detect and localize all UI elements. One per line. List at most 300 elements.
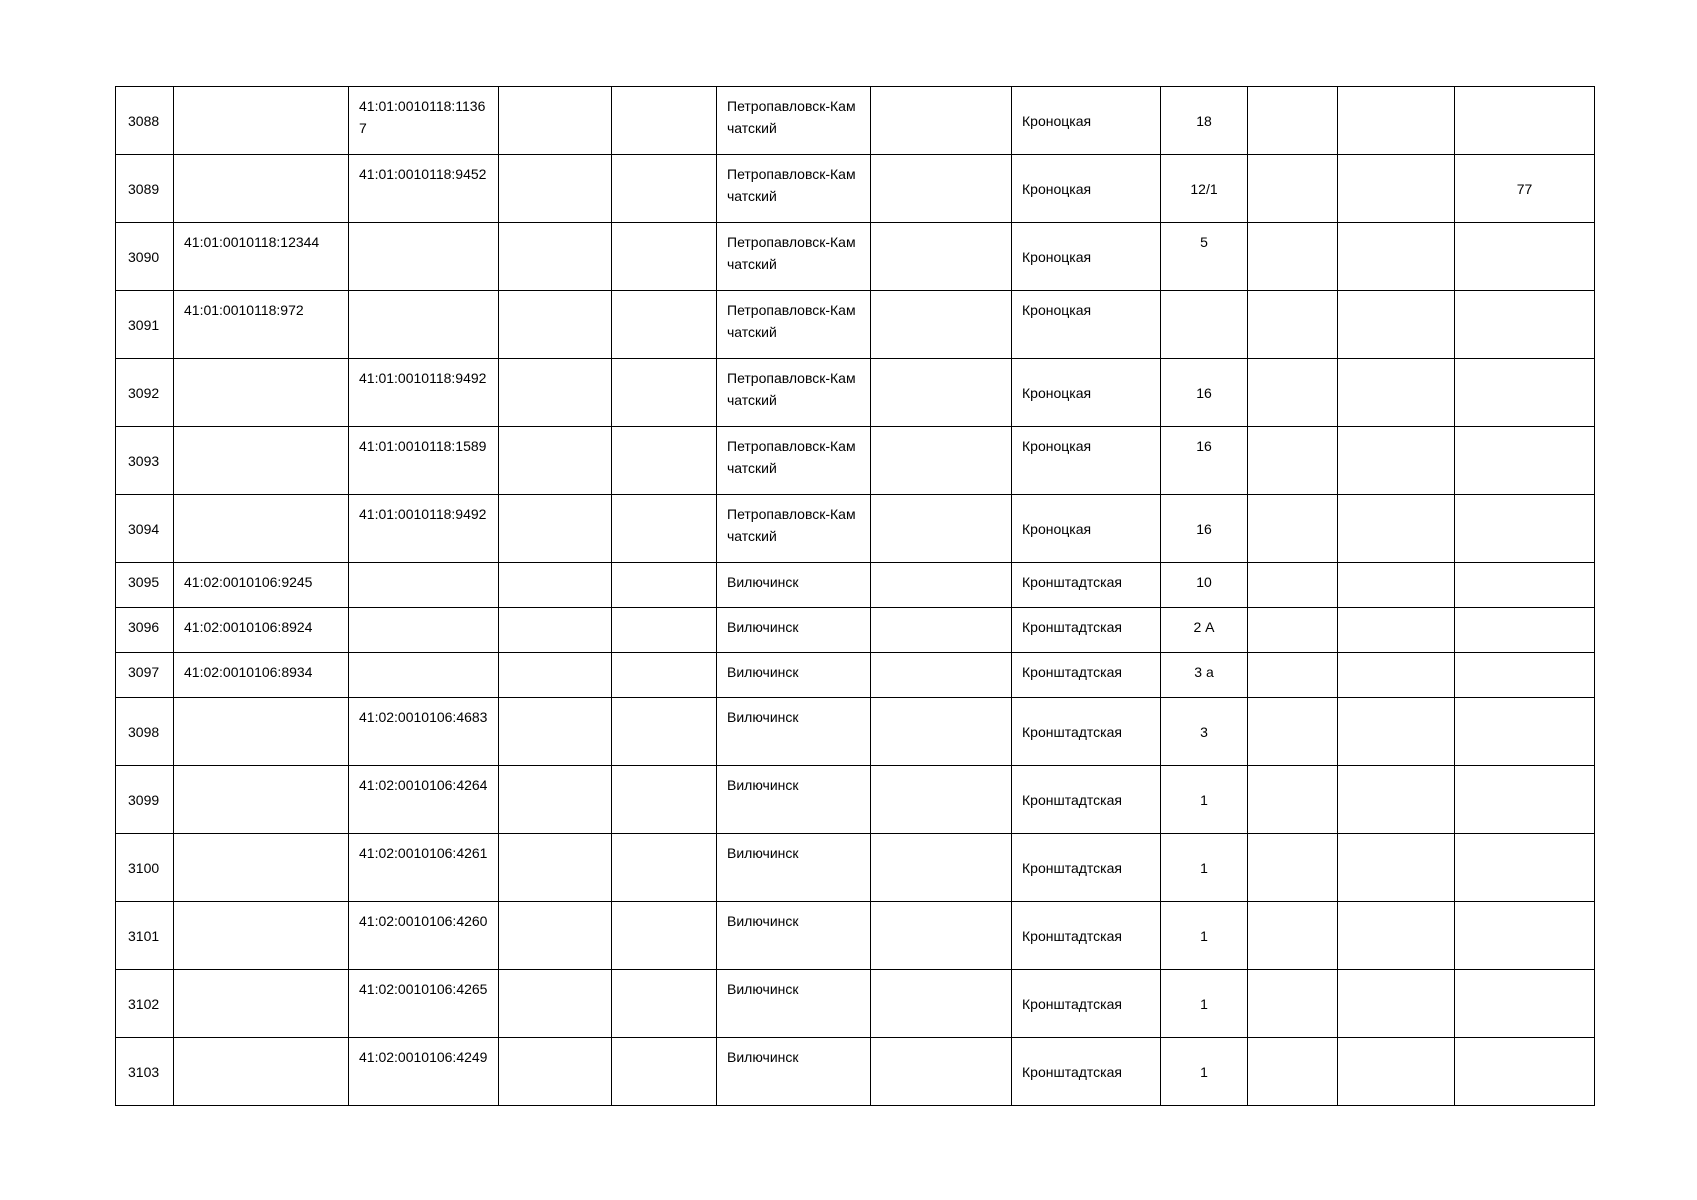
empty-cell bbox=[1338, 698, 1455, 766]
settlement-cell bbox=[717, 698, 871, 766]
empty-text bbox=[509, 223, 601, 231]
empty-text bbox=[622, 766, 706, 774]
empty-cell bbox=[612, 698, 717, 766]
object-cadastral-number-text bbox=[359, 653, 488, 661]
empty-text bbox=[1348, 291, 1444, 299]
empty-text bbox=[509, 698, 601, 706]
empty-text bbox=[509, 1038, 601, 1046]
empty-text bbox=[622, 291, 706, 299]
land-cadastral-number-text bbox=[184, 427, 338, 435]
settlement-cell bbox=[717, 970, 871, 1038]
row-number-cell bbox=[116, 87, 174, 155]
land-cadastral-number-text: 41:01:0010118:12344 bbox=[184, 234, 320, 250]
empty-cell bbox=[1248, 427, 1338, 495]
empty-text bbox=[509, 359, 601, 367]
settlement-cell bbox=[717, 608, 871, 653]
object-cadastral-number-cell bbox=[349, 1038, 499, 1106]
table-row bbox=[116, 834, 1595, 902]
object-cadastral-number-text: 41:01:0010118:1589 bbox=[359, 438, 487, 454]
empty-text bbox=[881, 834, 1001, 842]
empty-text bbox=[622, 608, 706, 616]
empty-cell bbox=[871, 427, 1012, 495]
empty-cell bbox=[1248, 359, 1338, 427]
empty-text bbox=[509, 291, 601, 299]
settlement-text: Петропавловск-Камчатский bbox=[727, 302, 856, 340]
land-cadastral-number-cell bbox=[174, 653, 349, 698]
empty-cell bbox=[612, 223, 717, 291]
empty-text bbox=[622, 427, 706, 435]
empty-cell bbox=[612, 1038, 717, 1106]
empty-cell bbox=[871, 834, 1012, 902]
object-cadastral-number-cell bbox=[349, 155, 499, 223]
house-number-cell bbox=[1161, 563, 1248, 608]
row-number-text: 3092 bbox=[128, 384, 160, 401]
extra-value-cell bbox=[1455, 495, 1595, 563]
object-cadastral-number-cell bbox=[349, 766, 499, 834]
settlement-cell bbox=[717, 766, 871, 834]
house-number-text: 1 bbox=[1200, 995, 1208, 1012]
empty-text bbox=[881, 970, 1001, 978]
empty-text bbox=[622, 563, 706, 571]
empty-text bbox=[1348, 834, 1444, 842]
extra-value-cell bbox=[1455, 970, 1595, 1038]
street-text: Кроноцкая bbox=[1022, 248, 1092, 265]
object-cadastral-number-text: 41:01:0010118:9452 bbox=[359, 166, 487, 182]
object-cadastral-number-text bbox=[359, 223, 488, 231]
row-number-cell bbox=[116, 223, 174, 291]
land-cadastral-number-cell bbox=[174, 87, 349, 155]
empty-cell bbox=[612, 155, 717, 223]
extra-value-cell bbox=[1455, 563, 1595, 608]
street-text: Кронштадтская bbox=[1022, 1063, 1122, 1080]
settlement-cell bbox=[717, 653, 871, 698]
land-cadastral-number-cell bbox=[174, 155, 349, 223]
extra-value-cell bbox=[1455, 698, 1595, 766]
extra-value-text bbox=[1465, 653, 1584, 661]
empty-text bbox=[509, 766, 601, 774]
table-row bbox=[116, 87, 1595, 155]
table-body bbox=[116, 87, 1595, 1106]
empty-text bbox=[1258, 608, 1327, 616]
empty-cell bbox=[871, 291, 1012, 359]
empty-cell bbox=[1248, 766, 1338, 834]
street-cell bbox=[1012, 902, 1161, 970]
empty-text bbox=[881, 698, 1001, 706]
house-number-cell bbox=[1161, 223, 1248, 291]
land-cadastral-number-text: 41:01:0010118:972 bbox=[184, 302, 304, 318]
object-cadastral-number-text: 41:01:0010118:11367 bbox=[359, 98, 486, 136]
table-row bbox=[116, 970, 1595, 1038]
table-row bbox=[116, 359, 1595, 427]
row-number-text: 3097 bbox=[128, 664, 160, 680]
street-cell bbox=[1012, 970, 1161, 1038]
row-number-cell bbox=[116, 1038, 174, 1106]
house-number-cell bbox=[1161, 359, 1248, 427]
land-cadastral-number-text bbox=[184, 359, 338, 367]
empty-cell bbox=[612, 766, 717, 834]
house-number-cell bbox=[1161, 155, 1248, 223]
house-number-cell bbox=[1161, 653, 1248, 698]
empty-cell bbox=[1248, 291, 1338, 359]
empty-cell bbox=[871, 970, 1012, 1038]
empty-text bbox=[1258, 902, 1327, 910]
empty-cell bbox=[612, 359, 717, 427]
empty-cell bbox=[499, 223, 612, 291]
empty-text bbox=[1258, 1038, 1327, 1046]
extra-value-cell bbox=[1455, 427, 1595, 495]
house-number-cell bbox=[1161, 427, 1248, 495]
street-text: Кроноцкая bbox=[1022, 112, 1092, 129]
empty-cell bbox=[871, 1038, 1012, 1106]
empty-text bbox=[1258, 155, 1327, 163]
empty-text bbox=[1348, 698, 1444, 706]
street-cell bbox=[1012, 427, 1161, 495]
empty-cell bbox=[499, 495, 612, 563]
empty-text bbox=[1258, 653, 1327, 661]
house-number-text: 5 bbox=[1200, 234, 1208, 250]
empty-cell bbox=[612, 87, 717, 155]
street-text: Кронштадтская bbox=[1022, 664, 1122, 680]
empty-cell bbox=[1248, 970, 1338, 1038]
extra-value-cell bbox=[1455, 291, 1595, 359]
empty-text bbox=[1348, 1038, 1444, 1046]
row-number-cell bbox=[116, 359, 174, 427]
row-number-cell bbox=[116, 766, 174, 834]
empty-text bbox=[881, 495, 1001, 503]
empty-cell bbox=[612, 291, 717, 359]
empty-cell bbox=[1338, 87, 1455, 155]
settlement-cell bbox=[717, 87, 871, 155]
row-number-text: 3103 bbox=[128, 1063, 160, 1080]
land-cadastral-number-cell bbox=[174, 291, 349, 359]
row-number-cell bbox=[116, 653, 174, 698]
empty-cell bbox=[1248, 902, 1338, 970]
empty-cell bbox=[1338, 766, 1455, 834]
settlement-text: Вилючинск bbox=[727, 709, 799, 725]
empty-cell bbox=[1338, 834, 1455, 902]
empty-cell bbox=[1248, 87, 1338, 155]
empty-text bbox=[509, 902, 601, 910]
row-number-text: 3098 bbox=[128, 723, 160, 740]
extra-value-cell bbox=[1455, 608, 1595, 653]
empty-cell bbox=[612, 427, 717, 495]
empty-text bbox=[622, 834, 706, 842]
empty-text bbox=[1258, 563, 1327, 571]
street-text: Кроноцкая bbox=[1022, 302, 1092, 318]
empty-cell bbox=[499, 902, 612, 970]
extra-value-cell bbox=[1455, 155, 1595, 223]
street-cell bbox=[1012, 223, 1161, 291]
empty-text bbox=[1258, 970, 1327, 978]
house-number-cell bbox=[1161, 495, 1248, 563]
land-cadastral-number-cell bbox=[174, 359, 349, 427]
empty-cell bbox=[612, 495, 717, 563]
empty-cell bbox=[871, 766, 1012, 834]
land-cadastral-number-text bbox=[184, 970, 338, 978]
empty-cell bbox=[1248, 223, 1338, 291]
empty-cell bbox=[1338, 563, 1455, 608]
empty-text bbox=[622, 698, 706, 706]
settlement-cell bbox=[717, 291, 871, 359]
empty-text bbox=[1258, 291, 1327, 299]
table-row bbox=[116, 427, 1595, 495]
street-text: Кроноцкая bbox=[1022, 438, 1092, 454]
empty-cell bbox=[499, 653, 612, 698]
house-number-cell bbox=[1161, 766, 1248, 834]
object-cadastral-number-text bbox=[359, 563, 488, 571]
extra-value-cell bbox=[1455, 653, 1595, 698]
street-cell bbox=[1012, 766, 1161, 834]
settlement-cell bbox=[717, 834, 871, 902]
settlement-text: Петропавловск-Камчатский bbox=[727, 234, 856, 272]
settlement-text: Петропавловск-Камчатский bbox=[727, 370, 856, 408]
row-number-cell bbox=[116, 427, 174, 495]
table-row bbox=[116, 563, 1595, 608]
settlement-cell bbox=[717, 1038, 871, 1106]
house-number-text: 1 bbox=[1200, 859, 1208, 876]
land-cadastral-number-cell bbox=[174, 608, 349, 653]
street-text: Кронштадтская bbox=[1022, 574, 1122, 590]
land-cadastral-number-cell bbox=[174, 1038, 349, 1106]
empty-text bbox=[622, 359, 706, 367]
table-row bbox=[116, 766, 1595, 834]
empty-text bbox=[881, 608, 1001, 616]
object-cadastral-number-cell bbox=[349, 902, 499, 970]
empty-text bbox=[881, 223, 1001, 231]
house-number-text: 1 bbox=[1200, 927, 1208, 944]
house-number-text: 18 bbox=[1196, 112, 1212, 129]
settlement-cell bbox=[717, 902, 871, 970]
object-cadastral-number-cell bbox=[349, 87, 499, 155]
empty-text bbox=[881, 87, 1001, 95]
empty-cell bbox=[871, 698, 1012, 766]
street-cell bbox=[1012, 608, 1161, 653]
land-cadastral-number-cell bbox=[174, 970, 349, 1038]
street-cell bbox=[1012, 291, 1161, 359]
land-cadastral-number-cell bbox=[174, 902, 349, 970]
empty-cell bbox=[612, 970, 717, 1038]
empty-cell bbox=[871, 359, 1012, 427]
settlement-text: Петропавловск-Камчатский bbox=[727, 506, 856, 544]
street-text: Кроноцкая bbox=[1022, 180, 1092, 197]
object-cadastral-number-cell bbox=[349, 653, 499, 698]
empty-cell bbox=[612, 653, 717, 698]
settlement-cell bbox=[717, 495, 871, 563]
street-text: Кронштадтская bbox=[1022, 859, 1122, 876]
empty-text bbox=[1348, 970, 1444, 978]
land-cadastral-number-text bbox=[184, 902, 338, 910]
row-number-cell bbox=[116, 902, 174, 970]
object-cadastral-number-cell bbox=[349, 223, 499, 291]
object-cadastral-number-cell bbox=[349, 495, 499, 563]
empty-cell bbox=[871, 155, 1012, 223]
empty-text bbox=[1258, 766, 1327, 774]
row-number-cell bbox=[116, 834, 174, 902]
house-number-text: 3 bbox=[1200, 723, 1208, 740]
house-number-text: 10 bbox=[1196, 574, 1212, 590]
house-number-cell bbox=[1161, 608, 1248, 653]
empty-text bbox=[509, 87, 601, 95]
row-number-text: 3099 bbox=[128, 791, 160, 808]
empty-text bbox=[622, 495, 706, 503]
empty-text bbox=[881, 766, 1001, 774]
empty-text bbox=[881, 427, 1001, 435]
empty-text bbox=[881, 1038, 1001, 1046]
empty-text bbox=[1258, 427, 1327, 435]
empty-text bbox=[881, 653, 1001, 661]
empty-cell bbox=[1248, 608, 1338, 653]
empty-cell bbox=[1338, 359, 1455, 427]
empty-cell bbox=[499, 291, 612, 359]
row-number-text: 3102 bbox=[128, 995, 160, 1012]
empty-cell bbox=[499, 698, 612, 766]
empty-text bbox=[881, 359, 1001, 367]
empty-cell bbox=[1338, 902, 1455, 970]
settlement-text: Вилючинск bbox=[727, 845, 799, 861]
empty-cell bbox=[612, 608, 717, 653]
table-row bbox=[116, 698, 1595, 766]
empty-cell bbox=[499, 608, 612, 653]
empty-text bbox=[1348, 427, 1444, 435]
street-cell bbox=[1012, 1038, 1161, 1106]
settlement-text: Петропавловск-Камчатский bbox=[727, 166, 856, 204]
empty-cell bbox=[1248, 495, 1338, 563]
extra-value-text bbox=[1465, 563, 1584, 571]
row-number-text: 3089 bbox=[128, 180, 160, 197]
object-cadastral-number-text: 41:01:0010118:9492 bbox=[359, 506, 487, 522]
settlement-text: Вилючинск bbox=[727, 913, 799, 929]
settlement-text: Вилючинск bbox=[727, 664, 799, 680]
empty-cell bbox=[1248, 155, 1338, 223]
empty-text bbox=[1258, 495, 1327, 503]
empty-cell bbox=[871, 223, 1012, 291]
settlement-cell bbox=[717, 155, 871, 223]
object-cadastral-number-text bbox=[359, 291, 488, 299]
empty-cell bbox=[1338, 155, 1455, 223]
empty-text bbox=[1348, 495, 1444, 503]
empty-cell bbox=[1338, 608, 1455, 653]
object-cadastral-number-text bbox=[359, 608, 488, 616]
land-cadastral-number-text bbox=[184, 1038, 338, 1046]
object-cadastral-number-text: 41:01:0010118:9492 bbox=[359, 370, 487, 386]
row-number-text: 3094 bbox=[128, 520, 160, 537]
house-number-cell bbox=[1161, 87, 1248, 155]
empty-text bbox=[1348, 155, 1444, 163]
empty-text bbox=[622, 223, 706, 231]
empty-cell bbox=[499, 359, 612, 427]
extra-value-cell bbox=[1455, 902, 1595, 970]
land-cadastral-number-cell bbox=[174, 223, 349, 291]
object-cadastral-number-cell bbox=[349, 698, 499, 766]
object-cadastral-number-text: 41:02:0010106:4260 bbox=[359, 913, 488, 929]
empty-text bbox=[509, 155, 601, 163]
land-cadastral-number-text bbox=[184, 495, 338, 503]
empty-text bbox=[1258, 87, 1327, 95]
street-text: Кроноцкая bbox=[1022, 384, 1092, 401]
house-number-text bbox=[1171, 291, 1237, 299]
empty-text bbox=[1348, 766, 1444, 774]
settlement-text: Вилючинск bbox=[727, 619, 799, 635]
street-cell bbox=[1012, 653, 1161, 698]
table-row bbox=[116, 155, 1595, 223]
street-text: Кронштадтская bbox=[1022, 791, 1122, 808]
street-cell bbox=[1012, 563, 1161, 608]
row-number-text: 3093 bbox=[128, 452, 160, 469]
row-number-text: 3088 bbox=[128, 112, 160, 129]
empty-cell bbox=[499, 563, 612, 608]
empty-cell bbox=[1248, 653, 1338, 698]
row-number-text: 3095 bbox=[128, 574, 160, 590]
land-cadastral-number-cell bbox=[174, 834, 349, 902]
street-text: Кроноцкая bbox=[1022, 520, 1092, 537]
extra-value-cell bbox=[1455, 766, 1595, 834]
table-row bbox=[116, 291, 1595, 359]
land-cadastral-number-cell bbox=[174, 427, 349, 495]
empty-cell bbox=[1338, 223, 1455, 291]
row-number-cell bbox=[116, 970, 174, 1038]
empty-text bbox=[1348, 608, 1444, 616]
house-number-text: 1 bbox=[1200, 1063, 1208, 1080]
row-number-cell bbox=[116, 291, 174, 359]
empty-text bbox=[1348, 359, 1444, 367]
table-row bbox=[116, 223, 1595, 291]
empty-cell bbox=[612, 902, 717, 970]
empty-cell bbox=[1338, 970, 1455, 1038]
empty-cell bbox=[1338, 653, 1455, 698]
house-number-text: 16 bbox=[1196, 438, 1212, 454]
empty-cell bbox=[871, 653, 1012, 698]
house-number-text: 16 bbox=[1196, 384, 1212, 401]
registry-table bbox=[115, 86, 1595, 1106]
settlement-cell bbox=[717, 359, 871, 427]
land-cadastral-number-text bbox=[184, 155, 338, 163]
table-row bbox=[116, 608, 1595, 653]
empty-cell bbox=[1248, 563, 1338, 608]
empty-text bbox=[1258, 698, 1327, 706]
house-number-cell bbox=[1161, 834, 1248, 902]
land-cadastral-number-text bbox=[184, 87, 338, 95]
land-cadastral-number-text bbox=[184, 766, 338, 774]
empty-cell bbox=[1248, 1038, 1338, 1106]
settlement-text: Вилючинск bbox=[727, 574, 799, 590]
empty-text bbox=[1348, 87, 1444, 95]
street-text: Кронштадтская bbox=[1022, 995, 1122, 1012]
land-cadastral-number-text bbox=[184, 698, 338, 706]
empty-text bbox=[622, 653, 706, 661]
object-cadastral-number-text: 41:02:0010106:4264 bbox=[359, 777, 488, 793]
house-number-cell bbox=[1161, 902, 1248, 970]
empty-text bbox=[622, 902, 706, 910]
empty-text bbox=[622, 970, 706, 978]
house-number-cell bbox=[1161, 698, 1248, 766]
empty-text bbox=[1348, 223, 1444, 231]
street-cell bbox=[1012, 155, 1161, 223]
empty-cell bbox=[1338, 291, 1455, 359]
empty-text bbox=[509, 608, 601, 616]
object-cadastral-number-text: 41:02:0010106:4683 bbox=[359, 709, 488, 725]
empty-text bbox=[881, 291, 1001, 299]
empty-text bbox=[509, 653, 601, 661]
object-cadastral-number-text: 41:02:0010106:4261 bbox=[359, 845, 488, 861]
extra-value-cell bbox=[1455, 1038, 1595, 1106]
object-cadastral-number-cell bbox=[349, 291, 499, 359]
object-cadastral-number-cell bbox=[349, 970, 499, 1038]
street-text: Кронштадтская bbox=[1022, 927, 1122, 944]
empty-cell bbox=[1248, 834, 1338, 902]
table-row bbox=[116, 902, 1595, 970]
empty-text bbox=[1258, 223, 1327, 231]
table-row bbox=[116, 495, 1595, 563]
